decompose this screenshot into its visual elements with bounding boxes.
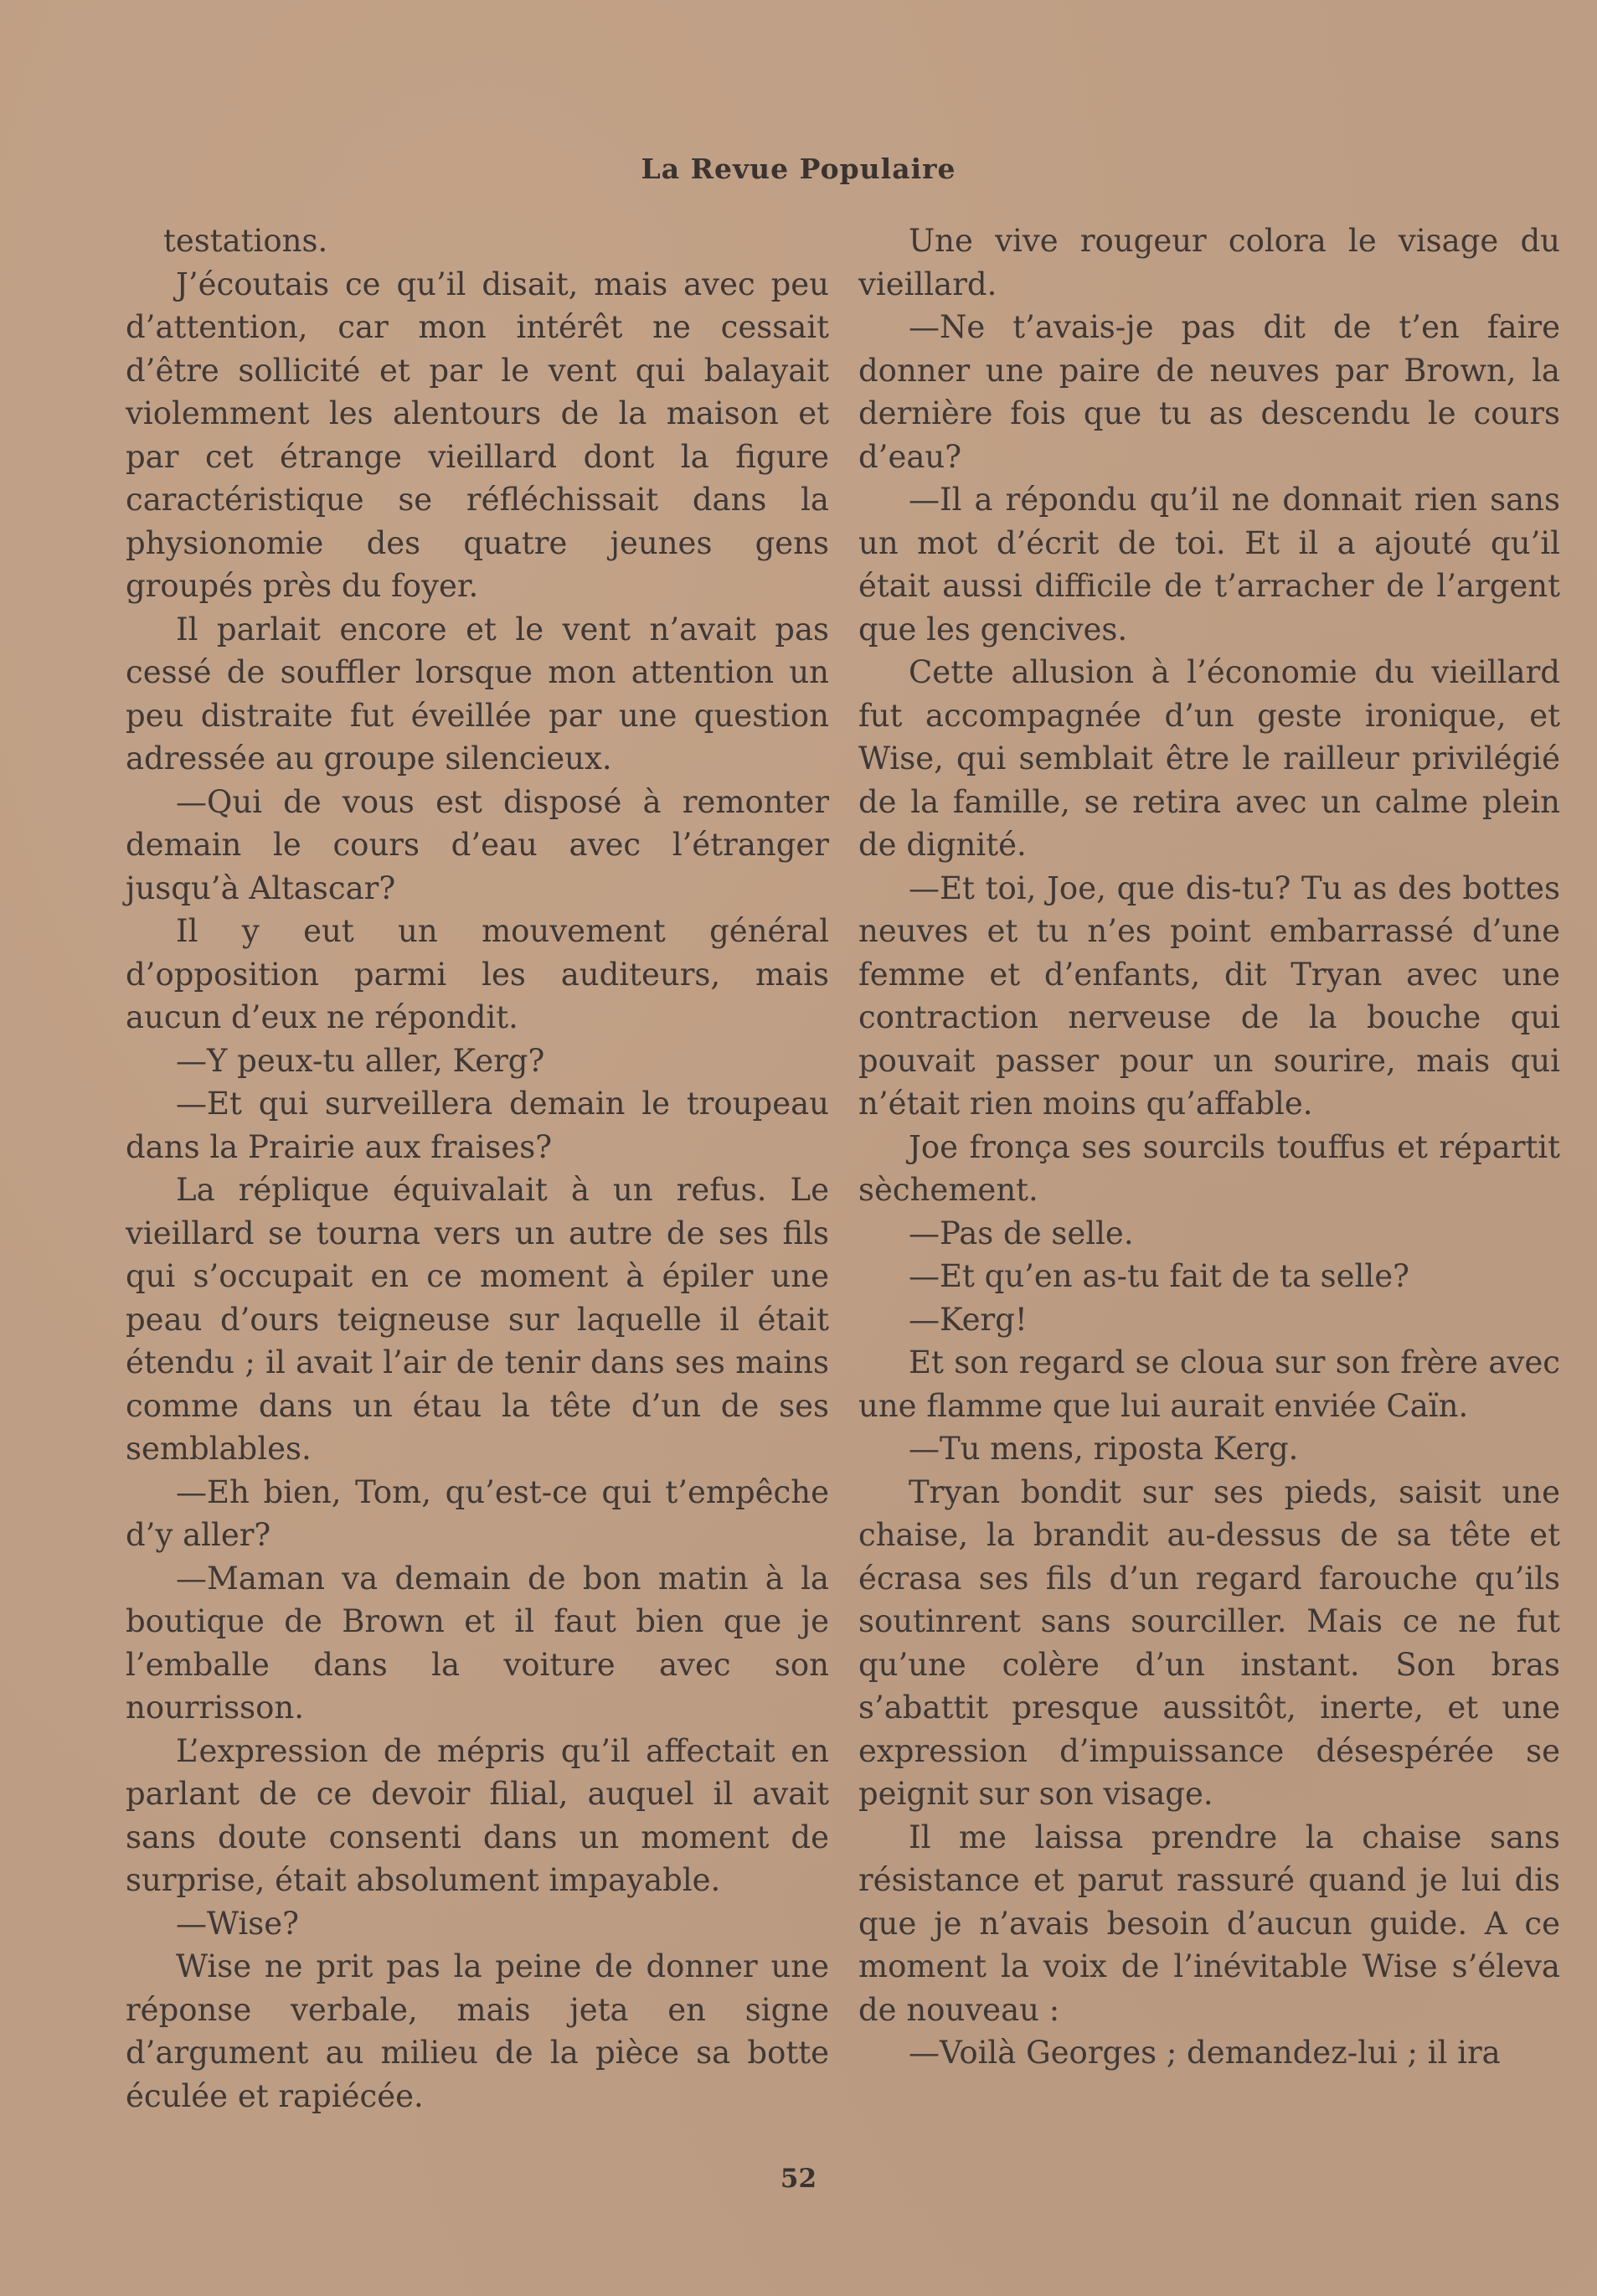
paragraph: Il parlait encore et le vent n’avait pas cessé de souffler lorsque mon attention un peu distraite fut éveillée par une question adressée au groupe silencieux.	[126, 611, 829, 777]
running-header: La Revue Populaire	[641, 152, 956, 185]
paragraph: Cette allusion à l’économie du vieillard fut accompagnée d’un geste ironique, et Wise, qui semblait être le railleur privilégié de la famille, se retira avec un calme plein de dignité.	[858, 654, 1560, 863]
paragraph: testations.	[163, 223, 328, 259]
paragraph: —Voilà Georges ; demandez-lui ; il ira	[909, 2035, 1501, 2071]
paragraph: —Kerg!	[909, 1301, 1028, 1338]
paragraph: La réplique équivalait à un refus. Le vieillard se tourna vers un autre de ses fils qui s’occupait en ce moment à épiler une peau d’ours teigneuse sur laquelle il était étendu ; il avait l’air de tenir dans ses mains comme dans un étau la tête d’un de ses semblables.	[126, 1172, 829, 1467]
paragraph: —Maman va demain de bon matin à la boutique de Brown et il faut bien que je l’emballe dans la voiture avec son nourrisson.	[126, 1560, 829, 1726]
paragraph: —Et qui surveillera demain le troupeau dans la Prairie aux fraises?	[126, 1086, 829, 1165]
paragraph: Une vive rougeur colora le visage du vieillard.	[858, 223, 1560, 302]
paragraph: —Il a répondu qu’il ne donnait rien sans un mot d’écrit de toi. Et il a ajouté qu’il était aussi difficile de t’arracher de l’argent que les gencives.	[858, 482, 1560, 648]
left-column	[126, 219, 829, 2118]
paragraph: Et son regard se cloua sur son frère avec une flamme que lui aurait enviée Caïn.	[858, 1344, 1560, 1424]
paragraph: Wise ne prit pas la peine de donner une réponse verbale, mais jeta en signe d’argument au milieu de la pièce sa botte éculée et rapiécée.	[126, 1948, 829, 2114]
paragraph: —Et toi, Joe, que dis-tu? Tu as des bottes neuves et tu n’es point embarrassé d’une femme et d’enfants, dit Tryan avec une contraction nerveuse de la bouche qui pouvait passer pour un sourire, mais qui n’était rien moins qu’affable.	[858, 869, 1560, 1122]
paragraph: —Eh bien, Tom, qu’est-ce qui t’empêche d’y aller?	[126, 1473, 829, 1553]
paragraph: Tryan bondit sur ses pieds, saisit une chaise, la brandit au-dessus de sa tête et écrasa ses fils d’un regard farouche qu’ils soutinrent sans sourciller. Mais ce ne fut qu’une colère d’un instant. Son bras s’abattit presque aussitôt, inerte, et une expression d’impuissance désespérée se peignit sur son visage.	[858, 1473, 1560, 1812]
paragraph: L’expression de mépris qu’il affectait en parlant de ce devoir filial, auquel il avait sans doute consenti dans un moment de surprise, était absolument impayable.	[126, 1732, 829, 1898]
paragraph: —Y peux-tu aller, Kerg?	[176, 1042, 545, 1079]
paragraph: J’écoutais ce qu’il disait, mais avec peu d’attention, car mon intérêt ne cessait d’être sollicité et par le vent qui balayait violemment les alentours de la maison et par cet étrange vieillard dont la figure caractéristique se réfléchissait dans la physionomie des quatre jeunes gens groupés près du foyer.	[126, 266, 829, 604]
paragraph: Joe fronça ses sourcils touffus et répartit sèchement.	[858, 1128, 1560, 1208]
paragraph: —Wise?	[176, 1905, 299, 1942]
paragraph: —Pas de selle.	[909, 1215, 1134, 1251]
paragraph: Il me laissa prendre la chaise sans résistance et parut rassuré quand je lui dis que je n’avais besoin d’aucun guide. A ce moment la voix de l’inévitable Wise s’éleva de nouveau :	[858, 1819, 1560, 2028]
page-number: 52	[780, 2164, 817, 2194]
paragraph: —Tu mens, riposta Kerg.	[909, 1431, 1299, 1467]
paragraph: —Ne t’avais-je pas dit de t’en faire donner une paire de neuves par Brown, la dernière fois que tu as descendu le cours d’eau?	[858, 309, 1560, 475]
paragraph: —Qui de vous est disposé à remonter demain le cours d’eau avec l’étranger jusqu’à Altascar?	[126, 783, 829, 906]
paragraph: —Et qu’en as-tu fait de ta selle?	[909, 1258, 1409, 1294]
right-column	[858, 219, 1560, 2075]
paragraph: Il y eut un mouvement général d’opposition parmi les auditeurs, mais aucun d’eux ne répondit.	[126, 913, 829, 1035]
